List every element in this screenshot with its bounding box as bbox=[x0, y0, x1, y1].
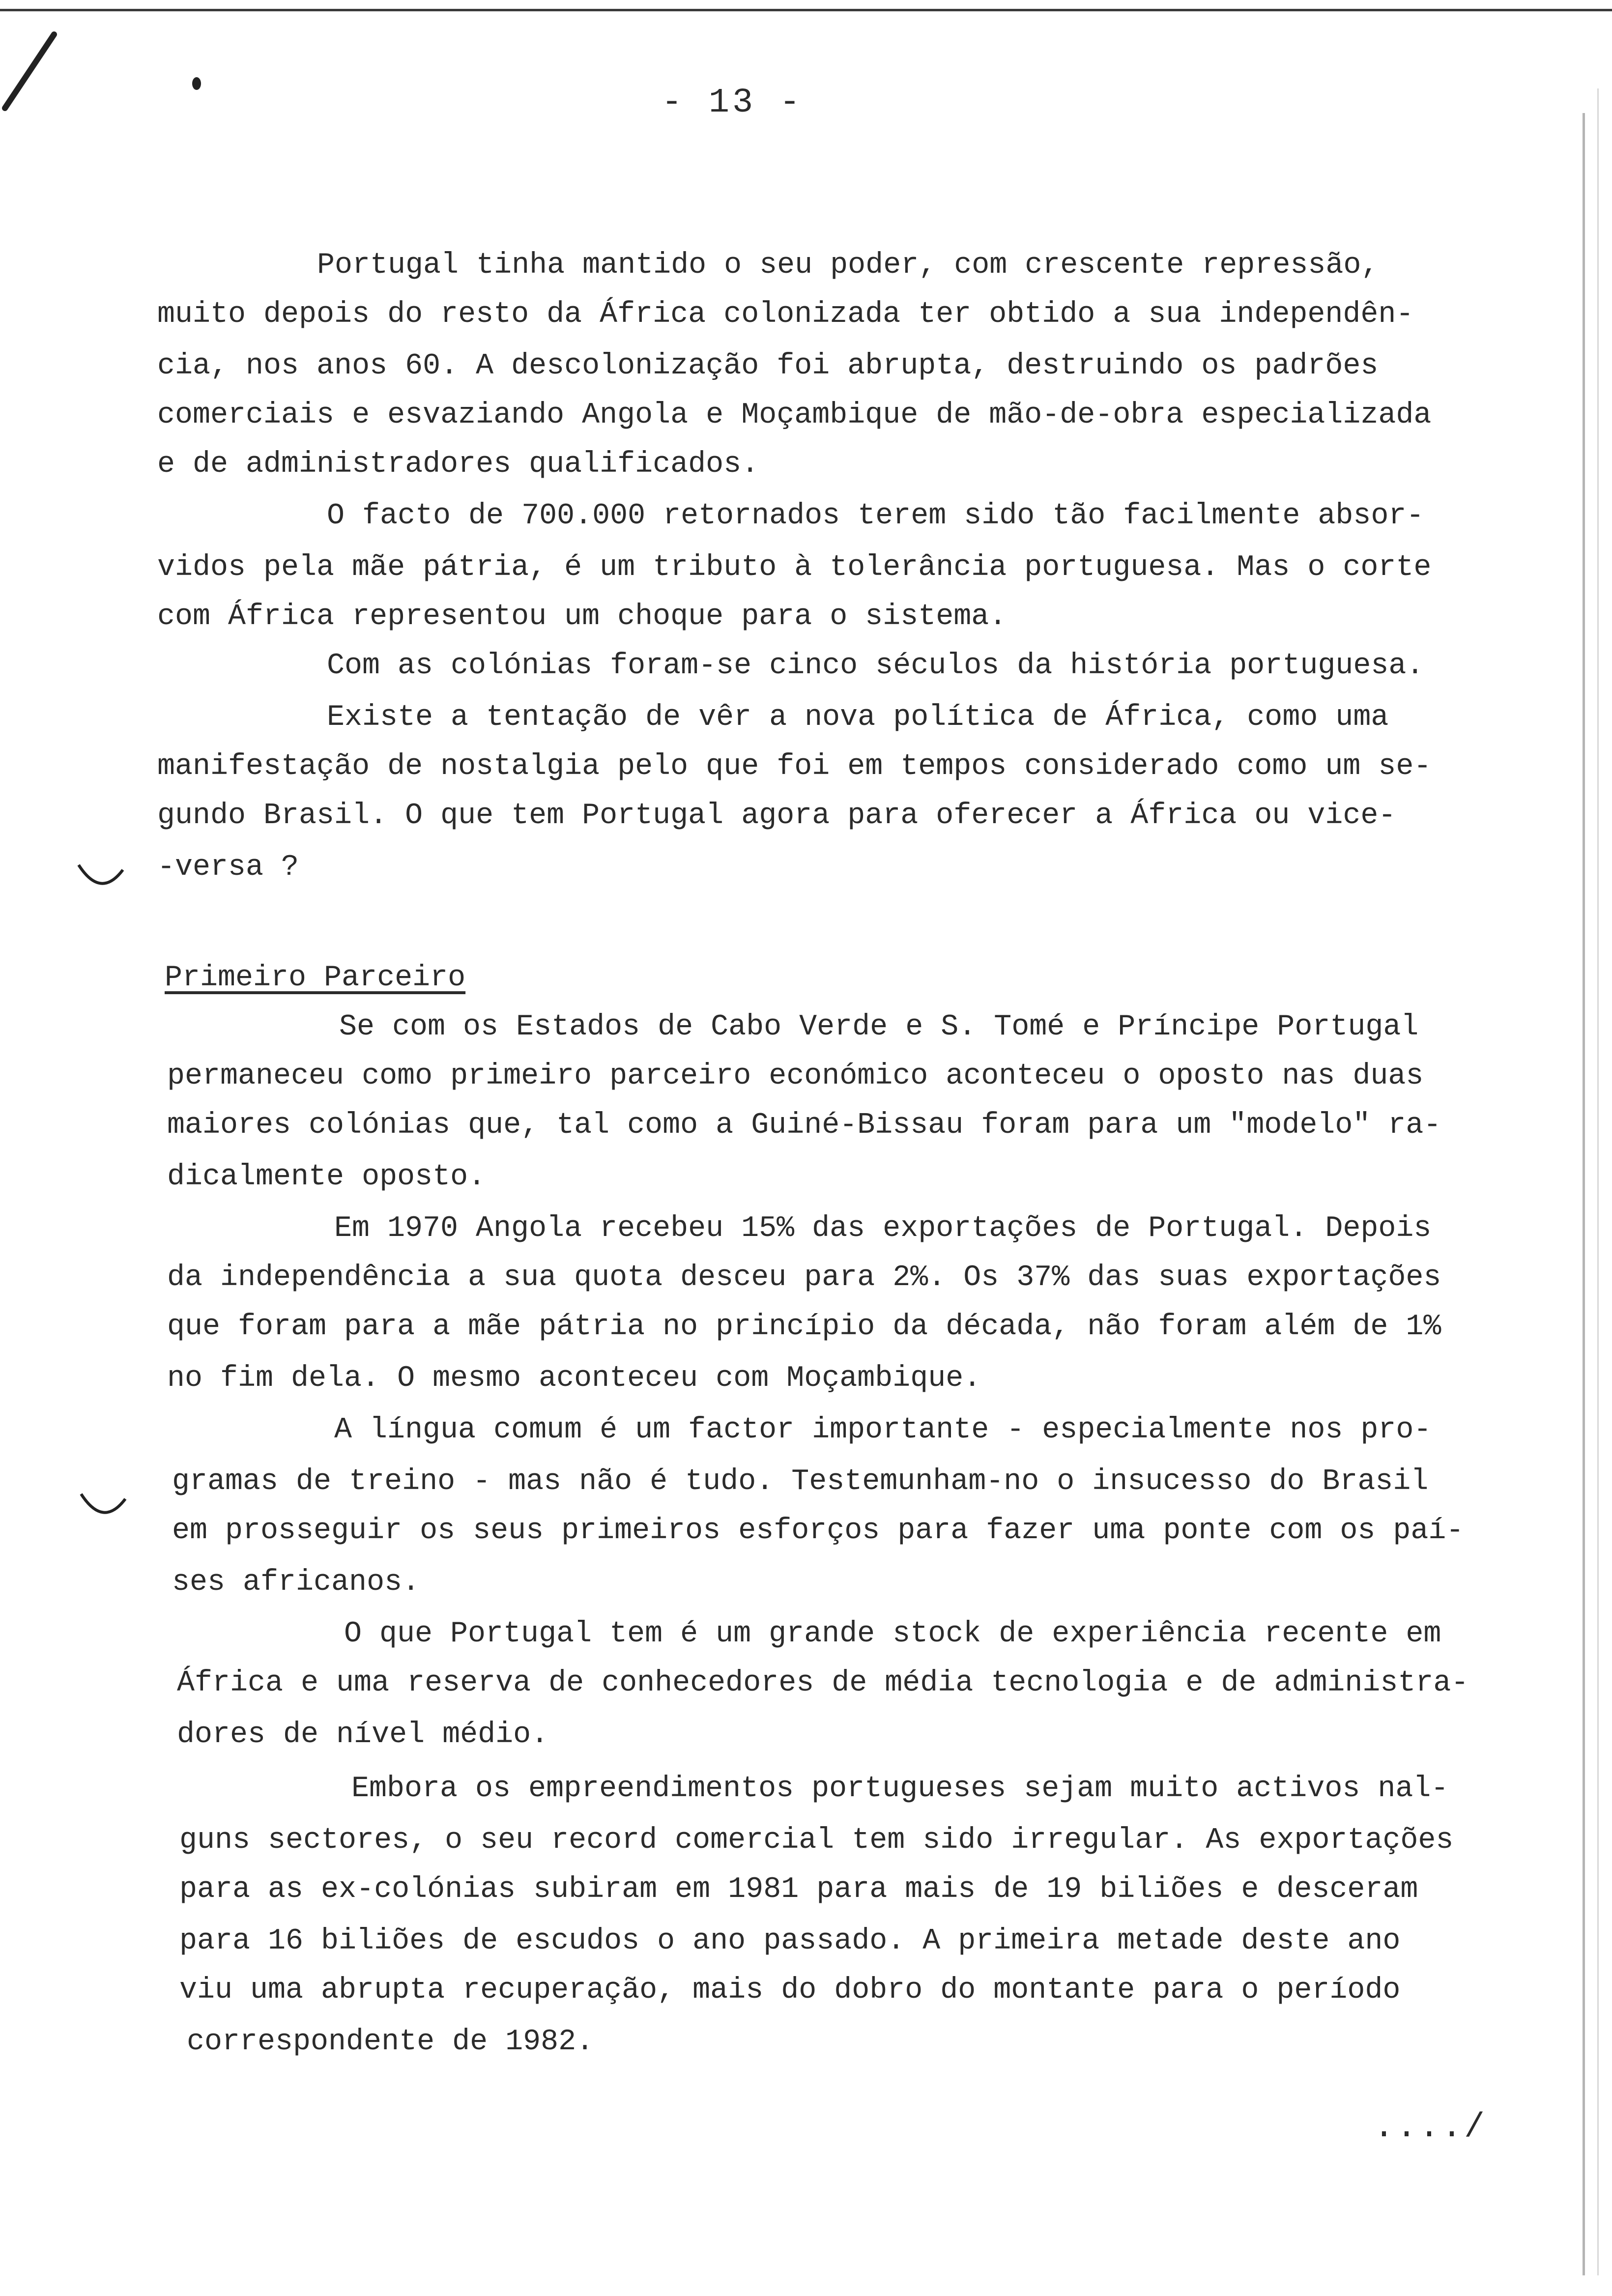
text-line: muito depois do resto da África colonizada ter obtido a sua independên- bbox=[157, 298, 1414, 331]
text-line: para as ex-colónias subiram em 1981 para mais de 19 biliões e desceram bbox=[179, 1873, 1418, 1906]
text-line: maiores colónias que, tal como a Guiné-Bissau foram para um "modelo" ra- bbox=[167, 1109, 1441, 1142]
text-line: ses africanos. bbox=[172, 1566, 420, 1599]
punch-hole-arc-lower bbox=[76, 1489, 130, 1523]
text-line: e de administradores qualificados. bbox=[157, 448, 759, 481]
text-line: gramas de treino - mas não é tudo. Testemunham-no o insucesso do Brasil bbox=[172, 1465, 1429, 1498]
text-line: Embora os empreendimentos portugueses sejam muito activos nal- bbox=[351, 1772, 1449, 1806]
text-line: Em 1970 Angola recebeu 15% das exportações de Portugal. Depois bbox=[334, 1212, 1432, 1245]
text-line: dicalmente oposto. bbox=[167, 1160, 486, 1194]
text-line: para 16 biliões de escudos o ano passado. A primeira metade deste ano bbox=[179, 1924, 1401, 1958]
continuation-mark: ..../ bbox=[1374, 2108, 1487, 2147]
text-line: Existe a tentação de vêr a nova política de África, como uma bbox=[327, 701, 1389, 734]
text-line: guns sectores, o seu record comercial tem sido irregular. As exportações bbox=[179, 1824, 1454, 1857]
text-line: Portugal tinha mantido o seu poder, com crescente repressão, bbox=[317, 249, 1379, 282]
text-line: no fim dela. O mesmo aconteceu com Moçambique. bbox=[167, 1362, 981, 1395]
text-line: dores de nível médio. bbox=[177, 1718, 549, 1751]
text-line: -versa ? bbox=[157, 851, 299, 884]
text-line: gundo Brasil. O que tem Portugal agora para oferecer a África ou vice- bbox=[157, 799, 1396, 832]
text-line: permaneceu como primeiro parceiro económico aconteceu o oposto nas duas bbox=[167, 1060, 1424, 1093]
right-edge-line-outer bbox=[1597, 88, 1599, 2275]
text-line: correspondente de 1982. bbox=[187, 2025, 594, 2059]
text-line: manifestação de nostalgia pelo que foi em tempos considerado como um se- bbox=[157, 750, 1432, 783]
text-line: que foram para a mãe pátria no princípio da década, não foram além de 1% bbox=[167, 1310, 1441, 1344]
text-line: A língua comum é um factor importante - especialmente nos pro- bbox=[334, 1413, 1432, 1447]
text-line: da independência a sua quota desceu para 2%. Os 37% das suas exportações bbox=[167, 1261, 1441, 1294]
punch-hole-arc-upper bbox=[74, 860, 128, 894]
page-number: - 13 - bbox=[661, 84, 804, 122]
text-line: Se com os Estados de Cabo Verde e S. Tomé e Príncipe Portugal bbox=[339, 1010, 1419, 1044]
text-line: em prosseguir os seus primeiros esforços para fazer uma ponte com os paí- bbox=[172, 1514, 1464, 1548]
text-line: com África representou um choque para o sistema. bbox=[157, 600, 1007, 633]
section-heading: Primeiro Parceiro bbox=[165, 961, 466, 995]
text-line: cia, nos anos 60. A descolonização foi abrupta, destruindo os padrões bbox=[157, 349, 1379, 383]
text-line: O facto de 700.000 retornados terem sido tão facilmente absor- bbox=[327, 499, 1424, 533]
top-edge-line bbox=[0, 9, 1612, 11]
ink-dot-mark bbox=[189, 74, 204, 93]
text-line: comerciais e esvaziando Angola e Moçambique de mão-de-obra especializada bbox=[157, 399, 1432, 432]
text-line: viu uma abrupta recuperação, mais do dobro do montante para o período bbox=[179, 1974, 1401, 2007]
right-edge-line bbox=[1583, 113, 1585, 2275]
text-line: O que Portugal tem é um grande stock de experiência recente em bbox=[344, 1617, 1441, 1651]
text-line: África e uma reserva de conhecedores de média tecnologia e de administra- bbox=[177, 1666, 1469, 1700]
text-line: Com as colónias foram-se cinco séculos da história portuguesa. bbox=[327, 649, 1424, 683]
text-line: vidos pela mãe pátria, é um tributo à tolerância portuguesa. Mas o corte bbox=[157, 551, 1432, 584]
pen-stroke-mark bbox=[0, 29, 69, 113]
